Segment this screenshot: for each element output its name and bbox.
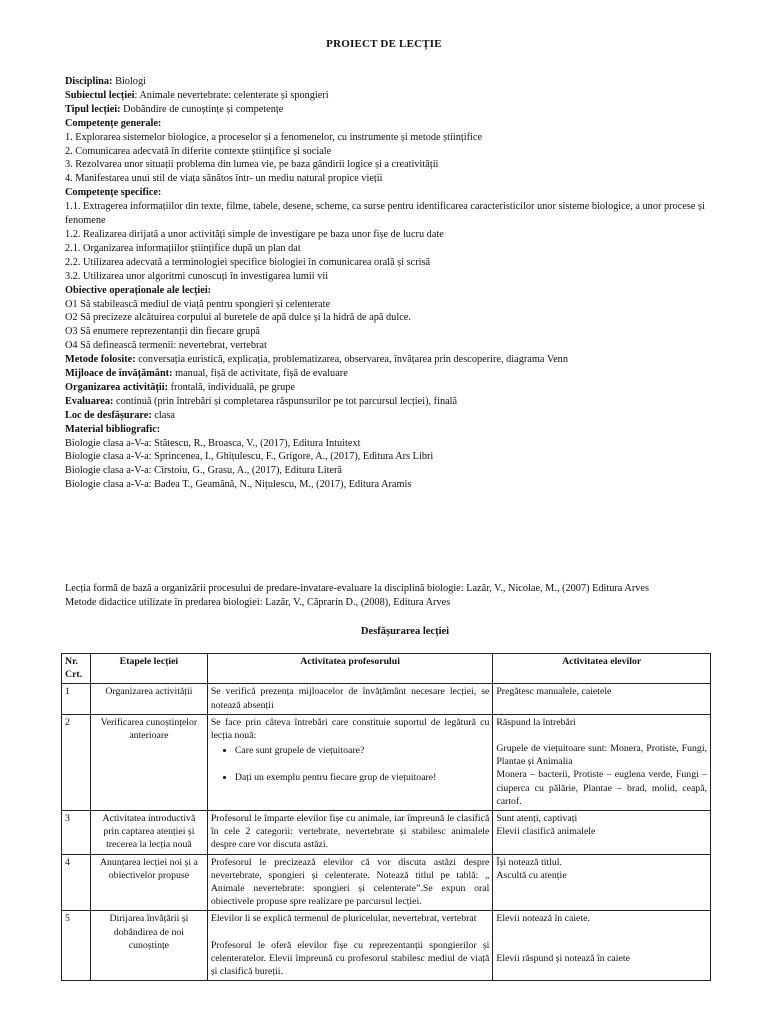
cell-students: [493, 911, 711, 981]
objective: O1 Să stabilească mediul de viață pentru spongieri și celenterate: [65, 298, 331, 310]
cell-stage: Activitatea introductivă prin captarea atenției și trecerea la lecția nouă: [90, 811, 207, 855]
table-row: [62, 911, 711, 981]
bibliography-entry: Biologie clasa a-V-a: Sprincenea, I., Ghițulescu, F., Grigore, A., (2017), Editura Ars Libri: [65, 451, 434, 463]
cell-nr: 1: [62, 684, 91, 714]
reference-entry: Metode didactice utilizate în predarea biologiei: Lazăr, V., Căprarin D., (2008), Editura Arves: [65, 597, 451, 608]
student-text: Grupele de viețuitoare sunt: Monera, Protiste, Fungi, Plantae și Animalia: [496, 743, 707, 768]
lesson-flow-title: Desfășurarea lecției: [360, 626, 450, 637]
detail-methods: Metode folosite: conversația euristică, explicația, problematizarea, observarea, învățarea prin descoperire, diagrama Venn: [65, 354, 568, 366]
table-row: [62, 854, 711, 911]
student-text: Își notează titlul.: [496, 856, 562, 868]
cell-nr: 4: [62, 854, 91, 911]
reference-entry: Lecția formă de bază a organizării procesului de predare-invatare-evaluare la disciplină biologie: Lazăr, V., Nicolae, M., (2007) Editura Arves: [65, 583, 649, 594]
bibliography-entry: Biologie clasa a-V-a: Badea T., Geamănă, N., Nițulescu, M., (2017), Editura Aramis: [65, 479, 412, 491]
header-nr: Nr. Crt.: [62, 654, 91, 684]
student-text: Monera – bacterii, Protiste – euglena verde, Fungi – ciuperca cu pălărie, Plantae – brad, molid, ceapă, cartof.: [496, 769, 707, 807]
cell-teacher: [207, 911, 493, 981]
table-header-row: [62, 654, 711, 684]
cell-students: [493, 854, 711, 911]
cell-nr: 5: [62, 911, 91, 981]
general-competence: 4. Manifestarea unui stil de viața sănătos într- un mediu natural propice vieții: [65, 173, 383, 185]
question-item: • Care sunt grupele de viețuitoare?: [235, 744, 490, 757]
meta-subject: Subiectul lecției: Animale nevertebrate: celenterate și spongieri: [65, 89, 329, 101]
cell-nr: 2: [62, 714, 91, 810]
objective: O4 Să definească termenii: nevertebrat, vertebrat: [65, 340, 267, 352]
cell-stage: Organizarea activității: [90, 684, 207, 714]
cell-students: [493, 714, 711, 810]
header-teacher-activity: Activitatea profesorului: [207, 654, 493, 684]
detail-location: Loc de desfășurare: clasa: [65, 409, 175, 421]
cell-stage: Anunțarea lecției noi și a obiectivelor propuse: [90, 854, 207, 911]
general-competence: 3. Rezolvarea unor situații problema din lumea vie, pe baza gândirii logice și a creativității: [65, 159, 439, 171]
student-text: Ascultă cu atenție: [496, 869, 567, 881]
cell-nr: 3: [62, 811, 91, 855]
objective: O3 Să enumere reprezentanții din fiecare grupă: [65, 326, 260, 338]
specific-competence: 1.1. Extragerea informațiilor din texte, filme, tabele, desene, scheme, ca surse pentru identificarea caracteristicilor unor sisteme biologice, a unor procese și fenomene: [65, 201, 705, 227]
specific-competence: 1.2. Realizarea dirijată a unor activități simple de investigare pe baza unor fișe de lucru date: [65, 228, 444, 240]
cell-students: Pregătesc manualele, caietele: [493, 684, 711, 714]
bibliography-entry: Biologie clasa a-V-a: Cîrstoiu, G., Grasu, A., (2017), Editura Literă: [65, 465, 342, 477]
lesson-metadata: [65, 75, 745, 492]
bibliography-heading: Material bibliografic:: [65, 423, 161, 435]
cell-students: [493, 811, 711, 855]
document-title: PROIECT DE LECȚIE: [326, 38, 442, 50]
specific-competence: 2.1. Organizarea informațiilor științifice după un plan dat: [65, 242, 301, 254]
general-competences-heading: Competențe generale:: [65, 117, 162, 129]
header-stages: Etapele lecției: [90, 654, 207, 684]
specific-competences-heading: Competențe specifice:: [65, 187, 162, 199]
bibliography-entry: Biologie clasa a-V-a: Stătescu, R., Broasca, V., (2017), Editura Intuitext: [65, 437, 361, 449]
student-text: Elevii notează în caiete.: [496, 913, 590, 925]
table-row: [62, 684, 711, 714]
meta-discipline: Disciplina: Biologi: [65, 76, 146, 87]
meta-lesson-type: Tipul lecției: Dobândire de cunoștințe și competențe: [65, 103, 284, 115]
student-text: Răspund la întrebări: [496, 716, 576, 728]
detail-evaluation: Evaluarea: continuă (prin întrebări și completarea răspunsurilor pe tot parcursul lecției), finală: [65, 395, 458, 407]
specific-competence: 3.2. Utilizarea unor algoritmi cunoscuți în investigarea lumii vii: [65, 270, 329, 282]
lesson-table: [61, 653, 711, 981]
general-competence: 2. Comunicarea adecvată în diferite contexte științifice și sociale: [65, 145, 332, 157]
header-student-activity: Activitatea elevilor: [493, 654, 711, 684]
student-text: Elevii răspund și notează în caiete: [496, 952, 630, 964]
cell-teacher: [207, 714, 493, 810]
cell-teacher: Profesorul le împarte elevilor fișe cu animale, iar împreună le clasifică în cele 2 categorii: vertebrate, nevertebrate și stabilesc animalele despre care vor discuta astăzi.: [207, 811, 493, 855]
teacher-text: Profesorul le oferă elevilor fișe cu reprezentanții spongierilor și celenteratelor. Elevii împreună cu profesorul stabilesc mediul de viață și clasifică bureții.: [210, 939, 490, 978]
references: [65, 582, 755, 610]
general-competence: 1. Explorarea sistemelor biologice, a proceselor și a fenomenelor, cu instrumente și metode științifice: [65, 131, 483, 143]
question-list: [211, 744, 490, 784]
objective: O2 Să precizeze alcătuirea corpului al buretele de apă dulce și la hidră de apă dulce.: [65, 312, 411, 324]
detail-organization: Organizarea activității: frontală, individuală, pe grupe: [65, 381, 295, 393]
table-row: [62, 811, 711, 855]
student-text: Sunt atenți, captivați: [496, 813, 578, 825]
table-row: [62, 714, 711, 810]
objectives-heading: Obiective operaționale ale lecției:: [65, 284, 212, 296]
specific-competence: 2.2. Utilizarea adecvată a terminologiei specifice biologiei în comunicarea orală și scrisă: [65, 256, 431, 268]
teacher-text: Elevilor li se explică termenul de pluricelular, nevertebrat, vertebrat: [210, 913, 477, 925]
cell-teacher: Profesorul le precizează elevilor că vor discuta astăzi despre nevertebrate, spongieri și celenterate. Notează titlul pe tablă: „ Animale nevertebrate: spongieri și celenterate”.Se expun oral obiectivele propuse spre realizare pe parcursul lecției.: [207, 854, 493, 911]
teacher-text: Se face prin câteva întrebări care constituie suportul de legătură cu lecția nouă:: [210, 716, 490, 742]
cell-stage: Verificarea cunoștințelor anterioare: [90, 714, 207, 810]
cell-teacher: Se verifică prezența mijloacelor de învățământ necesare lecției, se notează absenții: [207, 684, 493, 714]
student-text: Elevii clasifică animalele: [496, 826, 596, 838]
question-item: • Dați un exemplu pentru fiecare grup de viețuitoare!: [235, 771, 490, 784]
detail-means: Mijloace de învățământ: manual, fișă de activitate, fișă de evaluare: [65, 368, 348, 380]
cell-stage: Dirijarea învățării și dobândirea de noi cunoștințe: [90, 911, 207, 981]
